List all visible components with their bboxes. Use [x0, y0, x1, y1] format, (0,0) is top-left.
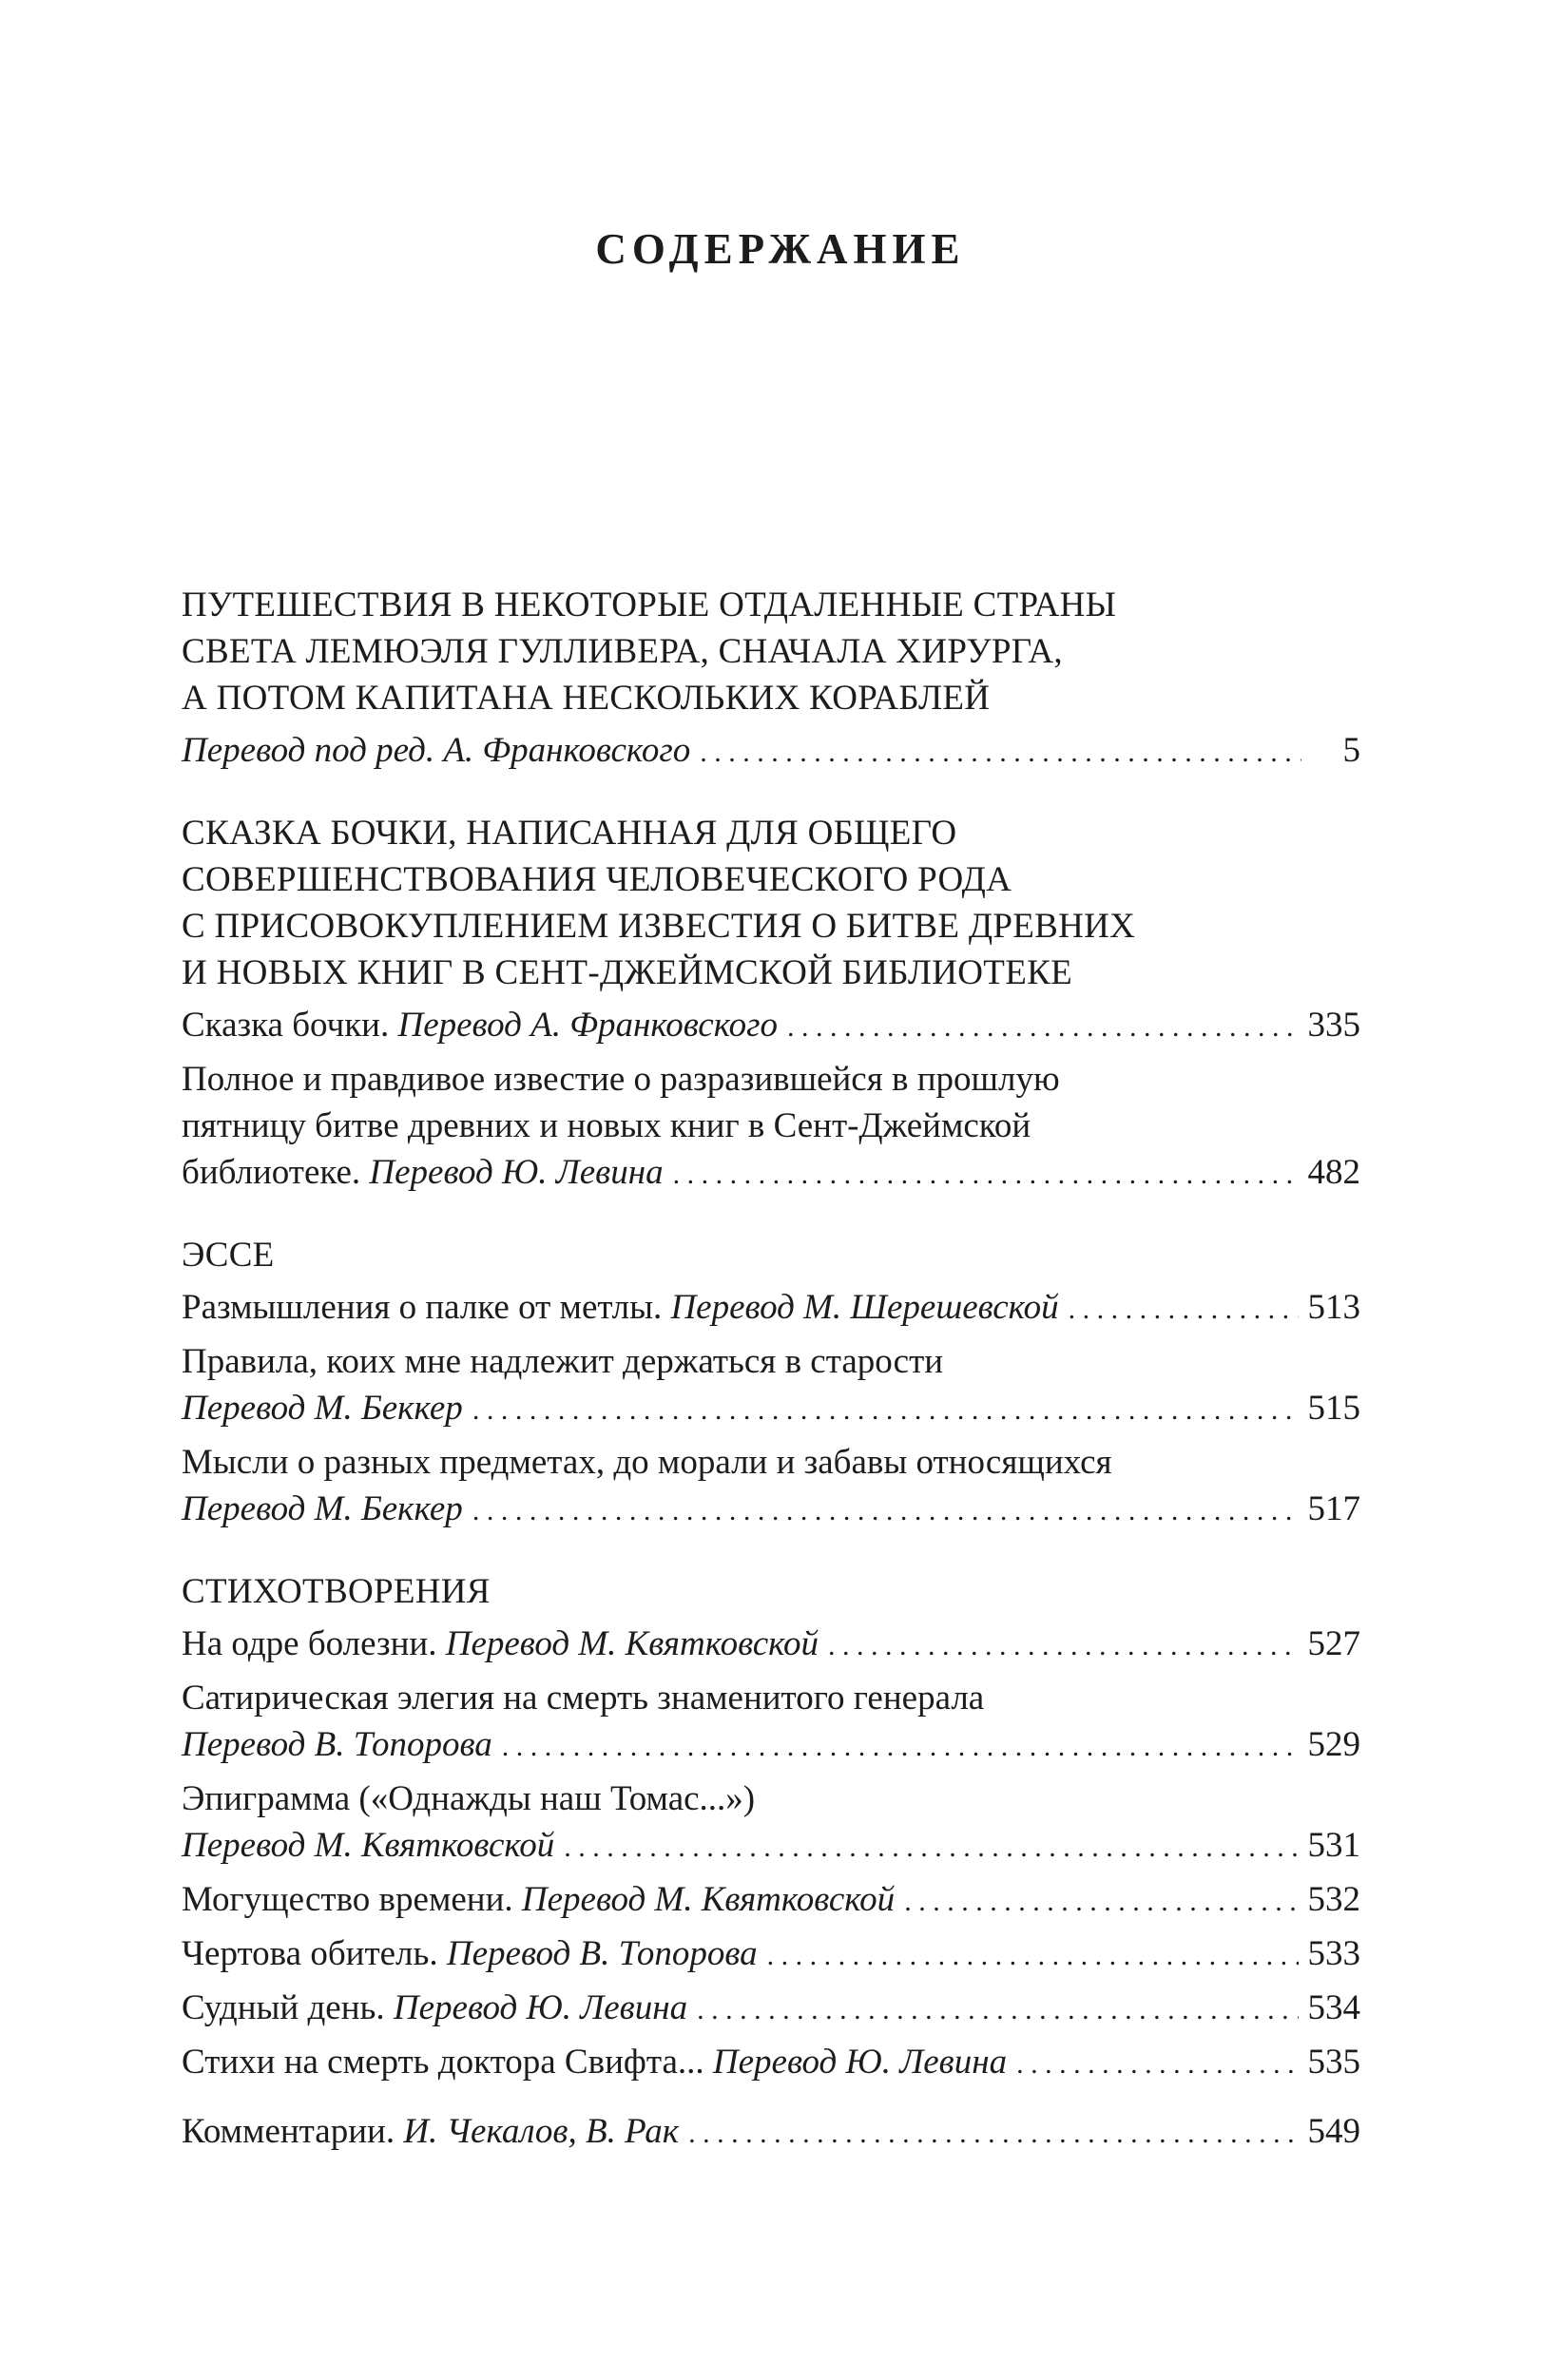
dot-leader: [787, 1004, 1298, 1050]
entry-last-line: [182, 1621, 1360, 1669]
toc-section: [182, 582, 1360, 776]
section-heading-line: СОВЕРШЕНСТВОВАНИЯ ЧЕЛОВЕЧЕСКОГО РОДА: [182, 860, 1012, 899]
page-number: 549: [1307, 2112, 1360, 2151]
page-number: 534: [1307, 1988, 1360, 2027]
section-spacer: [182, 1534, 1360, 1568]
entry-text: [182, 1149, 664, 1196]
toc-entry[interactable]: [182, 1439, 1360, 1534]
page-number: 533: [1307, 1934, 1360, 1973]
entry-last-line: [182, 1284, 1360, 1333]
toc-section: [182, 2108, 1360, 2157]
toc-entry[interactable]: [182, 1930, 1360, 1979]
page-number: 335: [1307, 1006, 1360, 1045]
entry-text: [182, 1002, 778, 1048]
section-heading-line: СВЕТА ЛЕМЮЭЛЯ ГУЛЛИВЕРА, СНАЧАЛА ХИРУРГА,: [182, 632, 1063, 671]
entry-last-line: [182, 1385, 1360, 1433]
entry-text: [182, 1621, 819, 1667]
entry-text: [182, 2108, 679, 2155]
toc-section: [182, 1232, 1360, 1534]
entry-title-line: Мысли о разных предметах, до морали и забавы относящихся: [182, 1443, 1112, 1482]
toc-entry[interactable]: [182, 1775, 1360, 1871]
entry-translator: Перевод В. Топорова: [182, 1725, 492, 1764]
dot-leader: [904, 1878, 1298, 1925]
dot-leader: [673, 1151, 1299, 1198]
entry-title-line: Сатирическая элегия на смерть знаменитого генерала: [182, 1679, 985, 1718]
toc-entry[interactable]: [182, 2039, 1360, 2087]
entry-last-line: [182, 727, 1360, 776]
entry-last-line: [182, 1822, 1360, 1871]
dot-leader: [700, 729, 1301, 776]
page-title: СОДЕРЖАНИЕ: [595, 225, 966, 273]
table-of-contents: [182, 582, 1360, 2157]
toc-section: [182, 810, 1360, 1198]
entry-translator: Перевод под ред. А. Франковского: [182, 731, 691, 770]
page-number: 482: [1307, 1153, 1360, 1192]
toc-entry[interactable]: [182, 1338, 1360, 1433]
section-heading-line: С ПРИСОВОКУПЛЕНИЕМ ИЗВЕСТИЯ О БИТВЕ ДРЕВНИХ: [182, 907, 1136, 946]
section-heading-line: СТИХОТВОРЕНИЯ: [182, 1572, 491, 1611]
entry-translator: Перевод А. Франковского: [397, 1006, 779, 1045]
entry-translator: Перевод М. Беккер: [182, 1389, 463, 1428]
entry-last-line: [182, 1486, 1360, 1534]
entry-title: Сказка бочки.: [182, 1006, 398, 1045]
entry-translator: Перевод Ю. Левина: [712, 2043, 1008, 2082]
entry-text: [182, 1930, 758, 1977]
section-spacer: [182, 2087, 1360, 2108]
entry-last-line: [182, 1721, 1360, 1770]
toc-entry[interactable]: [182, 1985, 1360, 2033]
page-number: 531: [1307, 1826, 1360, 1865]
entry-text: [182, 1822, 554, 1869]
dot-leader: [472, 1488, 1299, 1534]
entry-text: [182, 1385, 463, 1431]
entry-translator: Перевод М. Квятковской: [182, 1826, 555, 1865]
toc-entry[interactable]: [182, 1876, 1360, 1925]
toc-entry[interactable]: [182, 1284, 1360, 1333]
entry-title: Судный день.: [182, 1988, 394, 2027]
section-heading: [182, 810, 1360, 996]
entry-last-line: [182, 1002, 1360, 1050]
page-number: 5: [1342, 731, 1360, 770]
page-number: 532: [1307, 1880, 1360, 1919]
entry-translator: Перевод Ю. Левина: [393, 1988, 688, 2027]
entry-translator: Перевод М. Квятковской: [521, 1880, 896, 1919]
section-heading: [182, 582, 1360, 721]
section-spacer: [182, 776, 1360, 810]
entry-title-line: пятницу битве древних и новых книг в Сент-Джеймской: [182, 1106, 1031, 1145]
section-heading-line: А ПОТОМ КАПИТАНА НЕСКОЛЬКИХ КОРАБЛЕЙ: [182, 679, 991, 718]
section-heading-line: СКАЗКА БОЧКИ, НАПИСАННАЯ ДЛЯ ОБЩЕГО: [182, 814, 957, 853]
page-number: 535: [1307, 2043, 1360, 2082]
dot-leader: [1069, 1286, 1299, 1333]
entry-title-line: Правила, коих мне надлежит держаться в старости: [182, 1342, 944, 1381]
page-number: 513: [1307, 1288, 1360, 1327]
entry-text: [182, 727, 690, 774]
dot-leader: [828, 1622, 1298, 1669]
entry-title: Размышления о палке от метлы.: [182, 1288, 671, 1327]
entry-title-line: Полное и правдивое известие о разразившейся в прошлую: [182, 1060, 1060, 1099]
dot-leader: [697, 1987, 1298, 2033]
entry-text: [182, 1985, 687, 2031]
entry-text: [182, 2039, 1007, 2085]
entry-translator: Перевод Ю. Левина: [369, 1153, 664, 1192]
entry-last-line: [182, 1876, 1360, 1925]
toc-entry[interactable]: [182, 1056, 1360, 1198]
entry-text: [182, 1486, 463, 1532]
entry-last-line: [182, 2108, 1360, 2157]
dot-leader: [1016, 2041, 1298, 2087]
section-heading: [182, 1232, 1360, 1278]
entry-title: Могущество времени.: [182, 1880, 522, 1919]
entry-translator: Перевод М. Квятковской: [445, 1624, 819, 1663]
entry-translator: Перевод В. Топорова: [446, 1934, 758, 1973]
entry-title: Чертова обитель.: [182, 1934, 447, 1973]
page-number: 515: [1307, 1389, 1360, 1428]
entry-last-line: [182, 1149, 1360, 1198]
section-heading-line: ЭССЕ: [182, 1236, 275, 1275]
entry-text: [182, 1876, 895, 1923]
toc-entry[interactable]: [182, 1002, 1360, 1050]
entry-text: [182, 1284, 1059, 1331]
entry-title: Стихи на смерть доктора Свифта...: [182, 2043, 713, 2082]
toc-entry[interactable]: [182, 2108, 1360, 2157]
dot-leader: [472, 1387, 1299, 1433]
page-number: 517: [1307, 1489, 1360, 1528]
toc-entry[interactable]: [182, 727, 1360, 776]
entry-last-line: [182, 1985, 1360, 2033]
entry-title: библиотеке.: [182, 1153, 370, 1192]
dot-leader: [767, 1932, 1299, 1979]
page-number: 529: [1307, 1725, 1360, 1764]
dot-leader: [564, 1824, 1298, 1871]
dot-leader: [688, 2110, 1298, 2157]
entry-last-line: [182, 2039, 1360, 2087]
section-heading-line: И НОВЫХ КНИГ В СЕНТ-ДЖЕЙМСКОЙ БИБЛИОТЕКЕ: [182, 953, 1072, 992]
entry-title: Комментарии.: [182, 2112, 404, 2151]
dot-leader: [502, 1723, 1299, 1770]
section-spacer: [182, 1198, 1360, 1232]
page-number: 527: [1307, 1624, 1360, 1663]
entry-title-line: Эпиграмма («Однажды наш Томас...»): [182, 1779, 756, 1818]
entry-translator: И. Чекалов, В. Рак: [403, 2112, 680, 2151]
entry-last-line: [182, 1930, 1360, 1979]
toc-entry[interactable]: [182, 1621, 1360, 1669]
toc-section: [182, 1568, 1360, 2087]
entry-text: [182, 1721, 492, 1768]
entry-translator: Перевод М. Беккер: [182, 1489, 463, 1528]
section-heading-line: ПУТЕШЕСТВИЯ В НЕКОТОРЫЕ ОТДАЛЕННЫЕ СТРАНЫ: [182, 585, 1117, 624]
entry-title: На одре болезни.: [182, 1624, 446, 1663]
entry-translator: Перевод М. Шерешевской: [670, 1288, 1059, 1327]
section-heading: [182, 1568, 1360, 1615]
toc-entry[interactable]: [182, 1675, 1360, 1770]
